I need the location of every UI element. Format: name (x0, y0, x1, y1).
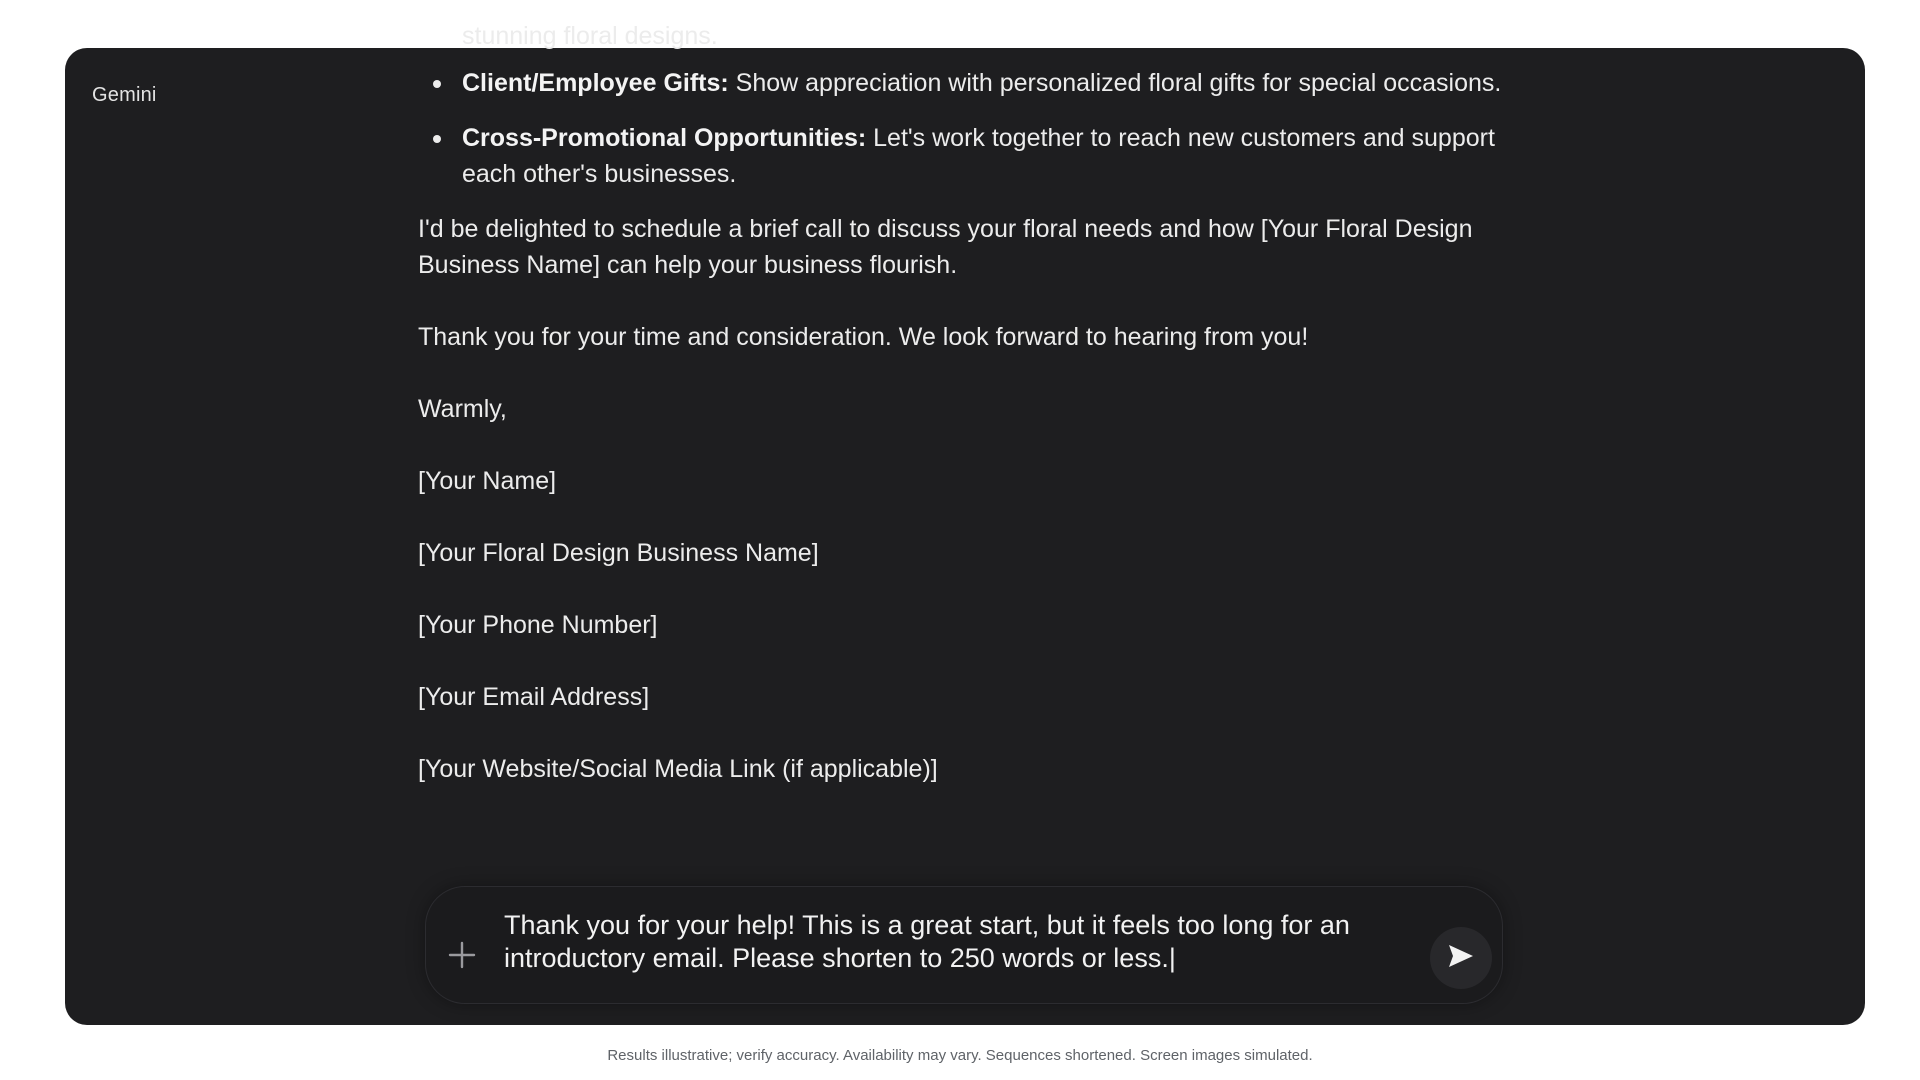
app-window (65, 22, 1865, 1025)
app-brand[interactable]: Gemini (92, 84, 157, 106)
response-paragraph: [Your Website/Social Media Link (if applicable)] (418, 755, 938, 783)
response-paragraph: [Your Phone Number] (418, 611, 658, 639)
add-attachment-button[interactable] (444, 939, 480, 975)
response-paragraph: I'd be delighted to schedule a brief call to discuss your floral needs and how [Your Floral Design Business Name] can help your business flourish. (418, 215, 1473, 279)
list-item-cut-off (462, 18, 1538, 54)
response-content (418, 18, 1538, 823)
bullet-title: Client/Employee Gifts: (462, 69, 729, 97)
response-paragraph: [Your Email Address] (418, 683, 650, 711)
response-paragraph: Thank you for your time and consideration. We look forward to hearing from you! (418, 323, 1309, 351)
bullet-text: Show appreciation with personalized floral gifts for special occasions. (728, 69, 1502, 97)
send-button[interactable] (1430, 927, 1492, 989)
list-item (462, 120, 1538, 192)
plus-icon (447, 940, 477, 975)
footer-disclaimer: Results illustrative; verify accuracy. Availability may vary. Sequences shortened. Screen images simulated. (607, 1047, 1313, 1064)
prompt-input[interactable]: Thank you for your help! This is a great start, but it feels too long for an introductory email. Please shorten to 250 words or less.| (504, 910, 1350, 973)
response-bullet-list (418, 18, 1538, 192)
prompt-composer (425, 886, 1503, 1004)
cut-off-text: stunning floral designs. (462, 22, 718, 50)
response-paragraph: [Your Name] (418, 467, 557, 495)
response-paragraph: [Your Floral Design Business Name] (418, 539, 819, 567)
bullet-text: Let's work together to reach new customers and support each other's businesses. (462, 124, 1495, 188)
response-paragraph: Warmly, (418, 395, 507, 423)
bullet-title: Cross-Promotional Opportunities: (462, 124, 867, 152)
send-icon (1446, 941, 1476, 976)
list-item (462, 65, 1538, 101)
